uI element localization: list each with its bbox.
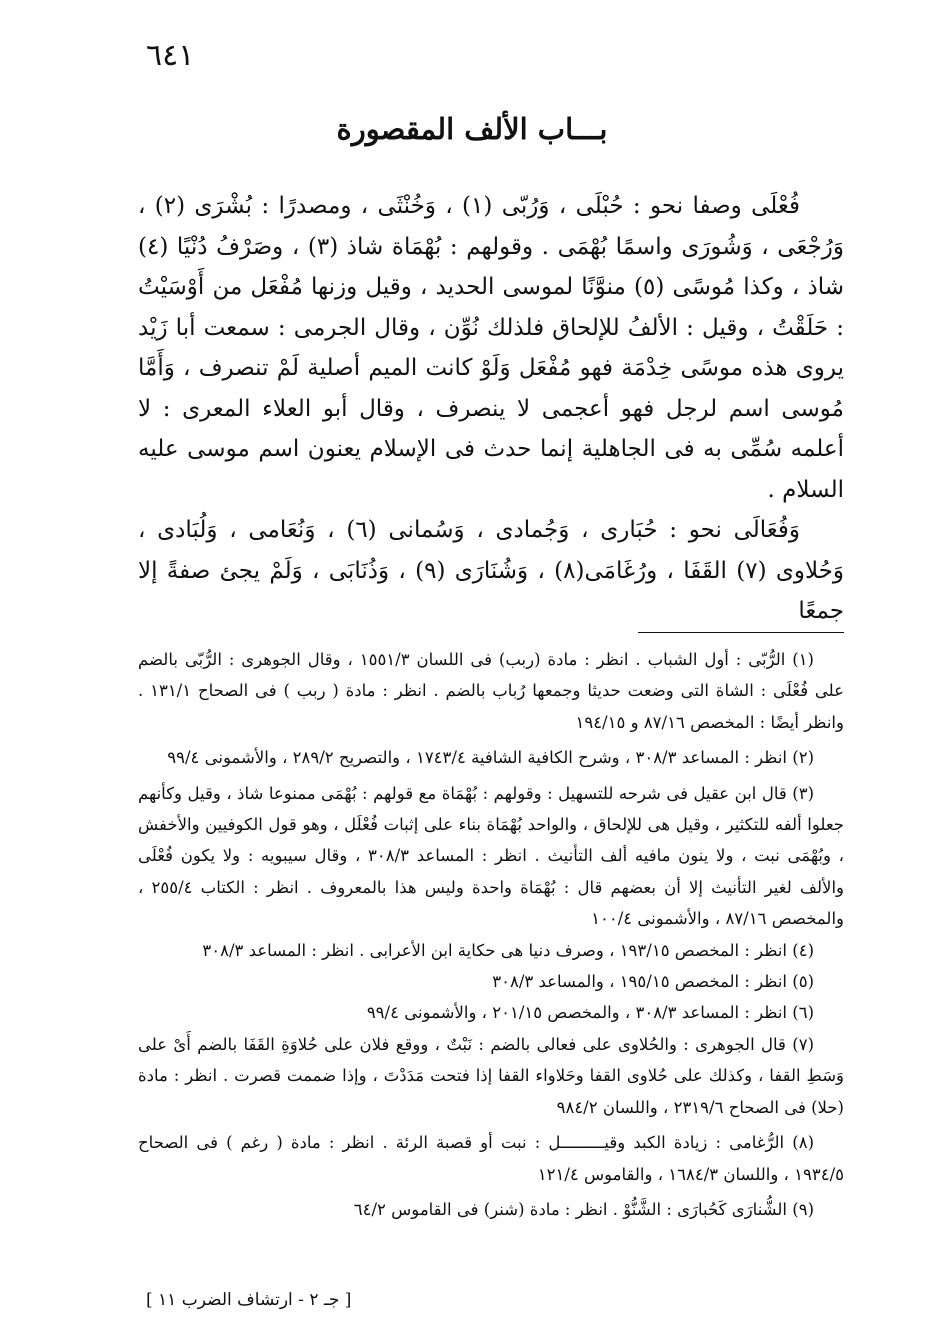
footnote-4: (٤) انظر : المخصص ١٩٣/١٥ ، وصرف دنيا هى حكاية ابن الأعرابى . انظر : المساعد ٣٠٨/٣ bbox=[202, 940, 814, 960]
body-paragraph: فُعْلَى وصفا نحو : حُبْلَى ، وَرُبّى (١) ، وَخُنْثَى ، ومصدرًا : بُشْرَى (٢) ، وَرُجْعَى ، وَشُورَى واسمًا بُهْمَى . وقولهم : بُهْمَاة شاذ (٣) ، وصَرْفُ دُنْيًا (٤) شاذ ، وكذا مُوسًى (٥) منوَّنًا لموسى الحديد ، وقيل وزنها مُفْعَل من أَوْسَيْتُ : حَلَقْتُ ، وقيل : الألفُ للإلحاق فلذلك نُوِّن ، وقال الجرمى : سمعت أبا زَيْد يروى هذه موسًى خِدْمَة فهو مُفْعَل وَلَوْ كانت الميم أصلية لَمْ تنصرف ، وَأَمَّا مُوسى اسم لرجل فهو أعجمى لا ينصرف ، وقال أبو العلاء المعرى : لا أعلمه سُمِّى به فى الجاهلية إنما حدث فى الإسلام يعنون اسم موسى عليه السلام . bbox=[138, 193, 844, 503]
footnote-6: (٦) انظر : المساعد ٣٠٨/٣ ، والمخصص ٢٠١/١٥ ، والأشمونى ٩٩/٤ bbox=[366, 1003, 814, 1023]
page-footer: [ جـ ٢ - ارتشاف الضرب ١١ ] bbox=[146, 1290, 352, 1310]
main-text bbox=[138, 186, 844, 632]
footnote-5: (٥) انظر : المخصص ١٩٥/١٥ ، والمساعد ٣٠٨/٣ bbox=[492, 972, 814, 992]
footnote-7: (٧) قال الجوهرى : والحُلاوى على فعالى بالضم : نَبْتٌ ، ووقع فلان على حُلاوَةِ القَفَا بالضم أَىْ على وَسَطِ القفا ، وكذلك على حُلاوى القفا وحَلاواء القفا إذا فتحت مَدَدْتَ ، وإذا ضممت قصرت . انظر : مادة (حلا) فى الصحاح ٢٣١٩/٦ ، واللسان ٩٨٤/٢ bbox=[138, 1034, 844, 1117]
footnotes bbox=[138, 644, 844, 1225]
body-paragraph: وَفُعَالَى نحو : حُبَارى ، وَجُمادى ، وَسُمانى (٦) ، وَنُعَامى ، وَلُبَادى ، وَحُلاوى (٧) القَفَا ، ورُغَامَى(٨) ، وَشُنَارَى (٩) ، وَذُنَابَى ، وَلَمْ يجئ صفةً إلا جمعًا bbox=[138, 517, 844, 624]
footnote-1: (١) الرُّبّى : أول الشباب . انظر : مادة (ربب) فى اللسان ١٥٥١/٣ ، وقال الجوهرى : الرُّبّى بالضم على فُعْلَى : الشاة التى وضعت حديثا وجمعها رُباب بالضم . انظر : مادة ( ربب ) فى الصحاح ١٣١/١ . وانظر أيضًا : المخصص ٨٧/١٦ و ١٩٤/١٥ bbox=[138, 650, 844, 732]
footnote-2: (٢) انظر : المساعد ٣٠٨/٣ ، وشرح الكافية الشافية ١٧٤٣/٤ ، والتصريح ٢٨٩/٢ ، والأشمونى ٩٩/٤ bbox=[167, 748, 814, 768]
chapter-title: بـــاب الألف المقصورة bbox=[336, 112, 608, 146]
footnote-8: (٨) الرُّغامى : زيادة الكبد وقيـــــــــل : نبت أو قصبة الرئة . انظر : مادة ( رغم ) فى الصحاح ١٩٣٤/٥ ، واللسان ١٦٨٤/٣ ، والقاموس ١٢١/٤ bbox=[138, 1133, 844, 1184]
footnote-divider bbox=[638, 632, 844, 633]
page-number: ٦٤١ bbox=[146, 38, 195, 73]
footnote-3: (٣) قال ابن عقيل فى شرحه للتسهيل : وقولهم : بُهْمَاة مع قولهم : بُهْمَى ممنوعا شاذ ، وقيل وكأنهم جعلوا ألفه للتكثير ، وقيل هى للإلحاق ، والواحد بُهْمَاة بناء على إثبات فُعْلَل ، وهو قول الكوفيين والأخفش ، وبُهْمَى نبت ، ولا ينون مافيه ألف التأنيث . انظر : المساعد ٣٠٨/٣ ، وقال سيبويه : ولا يكون فُعْلَى والألف لغير التأنيث إلا أن بعضهم قال : بُهْمَاة واحدة وليس هذا بالمعروف . انظر : الكتاب ٢٥٥/٤ ، والمخصص ٨٧/١٦ ، والأشمونى ١٠٠/٤ bbox=[138, 783, 844, 929]
footnote-9: (٩) الشُّنارَى كَحُبارَى : الشَّنُّوْ . انظر : مادة (شنر) فى القاموس ٦٤/٢ bbox=[353, 1199, 814, 1219]
